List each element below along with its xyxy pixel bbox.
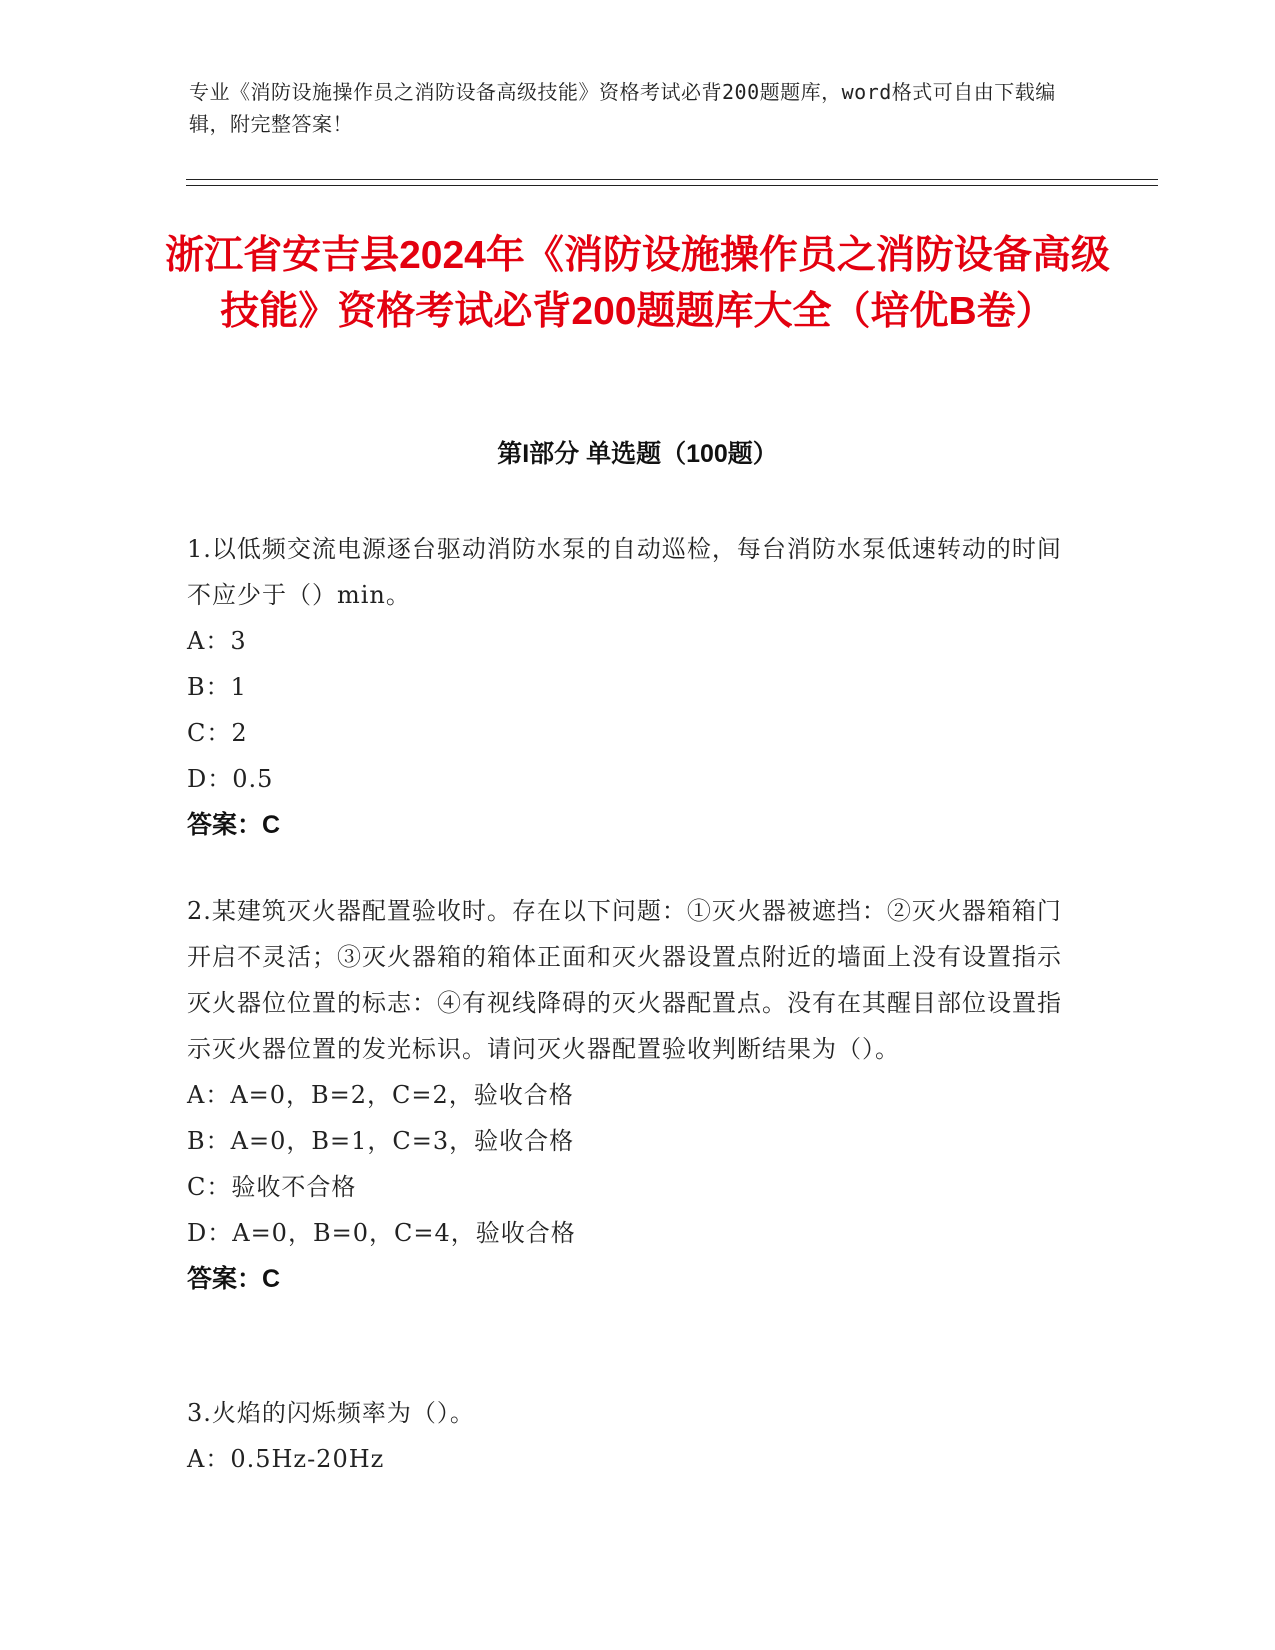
option-c: C：2: [187, 719, 248, 747]
option-b: B：1: [187, 673, 247, 701]
option-a: A：A=0，B=2，C=2，验收合格: [187, 1081, 574, 1109]
header-divider-top: [186, 179, 1158, 180]
question-2: [187, 888, 1067, 1302]
option-d: D：0.5: [187, 765, 274, 793]
answer: 答案：C: [187, 811, 281, 839]
option-a: A：3: [187, 627, 247, 655]
section-heading: 第I部分 单选题（100题）: [497, 440, 778, 468]
option-b: B：A=0，B=1，C=3，验收合格: [187, 1127, 575, 1155]
option-a: A：0.5Hz-20Hz: [187, 1445, 385, 1473]
question-1: [187, 526, 1067, 848]
option-d: D：A=0，B=0，C=4，验收合格: [187, 1219, 576, 1247]
document-title: 浙江省安吉县2024年《消防设施操作员之消防设备高级技能》资格考试必背200题题库大全（培优B卷）: [165, 234, 1110, 333]
header-note: 专业《消防设施操作员之消防设备高级技能》资格考试必背200题题库，word格式可自由下载编辑，附完整答案！: [189, 80, 1056, 136]
header-divider-bottom: [186, 185, 1158, 186]
option-c: C：验收不合格: [187, 1173, 357, 1201]
answer: 答案：C: [187, 1265, 281, 1293]
question-3: [187, 1390, 1067, 1482]
question-stem: 3.火焰的闪烁频率为（）。: [187, 1399, 475, 1427]
question-stem: 2.某建筑灭火器配置验收时。存在以下问题：①灭火器被遮挡：②灭火器箱箱门开启不灵活；③灭火器箱的箱体正面和灭火器设置点附近的墙面上没有设置指示灭火器位位置的标志：④有视线降碍的灭火器配置点。没有在其醒目部位设置指示灭火器位置的发光标识。请问灭火器配置验收判断结果为（）。: [187, 897, 1062, 1063]
question-stem: 1.以低频交流电源逐台驱动消防水泵的自动巡检，每台消防水泵低速转动的时间不应少于（）min。: [187, 535, 1062, 609]
